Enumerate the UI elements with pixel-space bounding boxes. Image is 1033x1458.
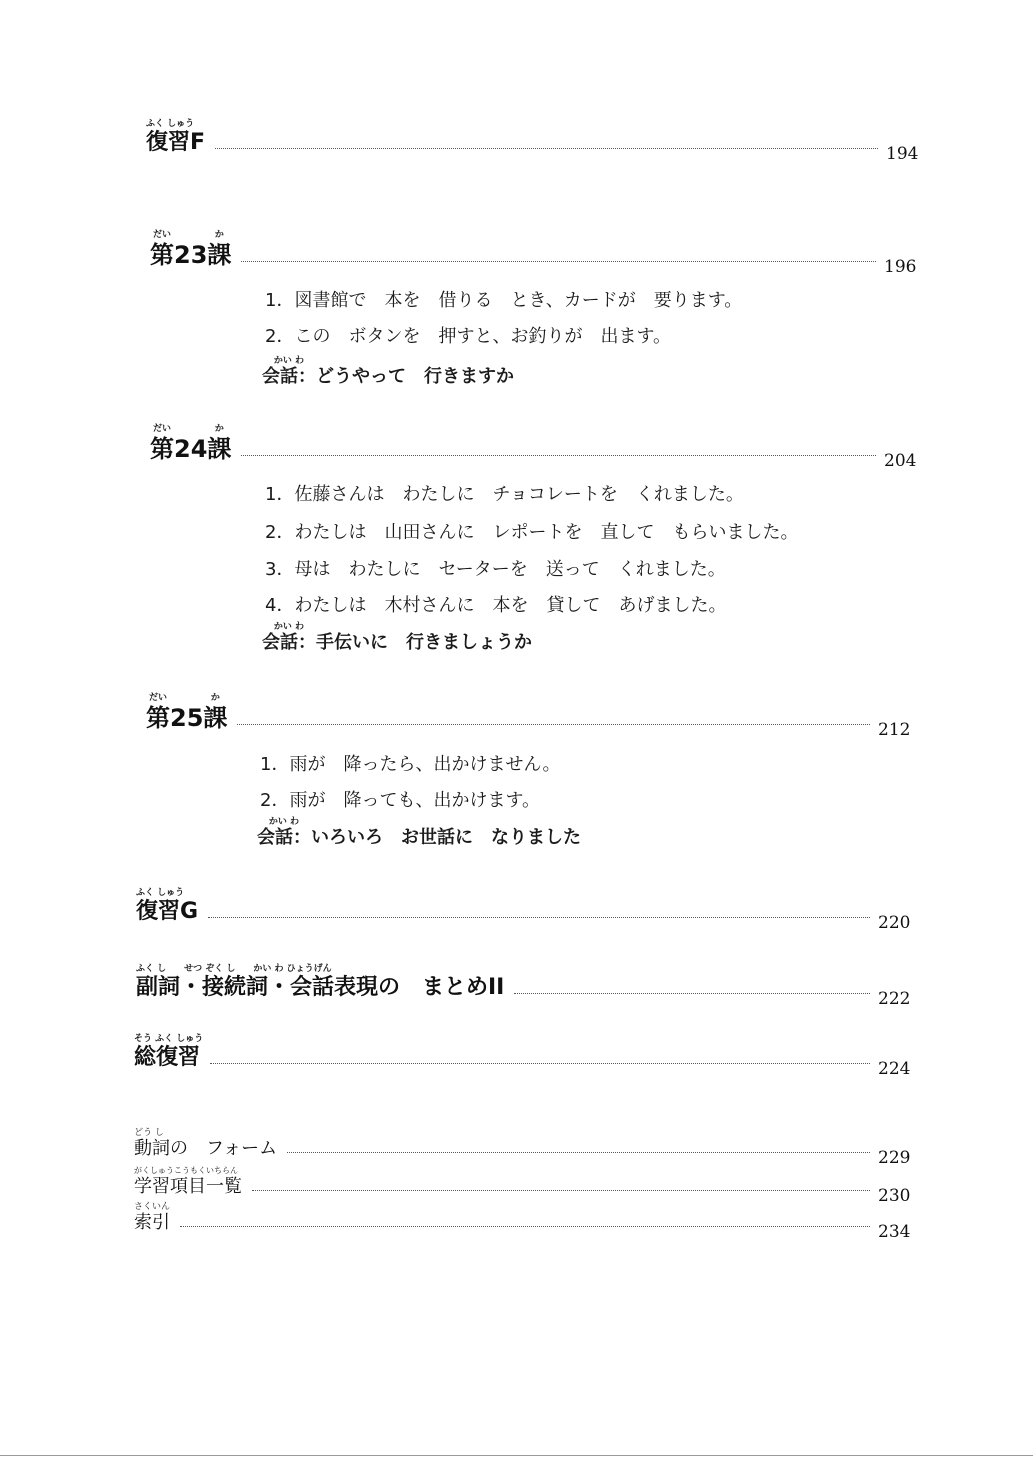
kaiwa-text: 手伝いに 行きましょうか	[316, 632, 532, 653]
lesson-23-kaiwa	[262, 356, 514, 387]
lesson-25-kaiwa	[257, 817, 581, 848]
page-number: 220	[878, 913, 911, 933]
page-number: 234	[878, 1222, 911, 1242]
entry-title-base: さくいん 索引	[134, 1202, 171, 1233]
kaiwa-text: どうやって 行きますか	[316, 366, 514, 387]
entry-title-suffix: F	[190, 130, 206, 155]
entry-title-base: ふく しゅう 復習	[136, 888, 185, 924]
page-number: 230	[878, 1186, 911, 1206]
lesson-suffix: か 課	[207, 424, 232, 463]
entry-title	[150, 424, 232, 463]
page-number: 204	[884, 451, 917, 471]
lesson-number: 23	[174, 241, 208, 269]
dot-leader	[241, 261, 876, 262]
lesson-suffix: か 課	[207, 230, 232, 269]
lesson-suffix: か 課	[203, 693, 228, 732]
toc-entry-doshi-form[interactable]	[134, 1128, 911, 1168]
toc-entry-lesson-24[interactable]	[150, 424, 917, 471]
entry-title-base: ふく しゅう 復習	[146, 119, 195, 155]
toc-entry-fukushu-f[interactable]	[146, 119, 919, 164]
ruby-text: そう ふく しゅう	[134, 1034, 204, 1044]
page-number: 229	[878, 1148, 911, 1168]
lesson-prefix: だい 第	[150, 230, 174, 269]
lesson-24-line-2: 2．わたしは 山田さんに レポートを 直して もらいました。	[265, 522, 799, 543]
toc-entry-sakuin[interactable]	[134, 1202, 911, 1242]
toc-entry-lesson-23[interactable]	[150, 230, 917, 277]
entry-title	[134, 1202, 171, 1233]
page-number: 212	[878, 720, 911, 740]
ruby-text: ふく しゅう	[146, 119, 195, 129]
lesson-25-line-2: 2．雨が 降っても、出かけます。	[260, 790, 541, 811]
dot-leader	[241, 455, 876, 456]
dot-leader	[287, 1152, 870, 1153]
entry-title-base: どう し 動詞の フォーム	[134, 1128, 278, 1159]
lesson-24-line-4: 4．わたしは 木村さんに 本を 貸して あげました。	[265, 595, 727, 616]
dot-leader	[210, 1063, 870, 1064]
page-number: 224	[878, 1059, 911, 1079]
kaiwa-label: かい わ 会話：	[262, 622, 316, 653]
entry-title	[134, 1034, 204, 1070]
toc-entry-sofukushu[interactable]	[134, 1034, 911, 1079]
page-number: 222	[878, 989, 911, 1009]
ruby-text: さくいん	[134, 1202, 171, 1212]
lesson-24-kaiwa	[262, 622, 532, 653]
ruby-text: ふく しゅう	[136, 888, 185, 898]
lesson-number: 24	[174, 435, 208, 463]
entry-title	[134, 1128, 278, 1159]
dot-leader	[514, 993, 870, 994]
lesson-23-line-2: 2．この ボタンを 押すと、お釣りが 出ます。	[265, 326, 672, 347]
toc-entry-fukushu-g[interactable]	[136, 888, 911, 933]
entry-title-base: ふく し せつ ぞく し かい わ ひょうげん 副詞・接続詞・会話表現の まとめII	[136, 964, 505, 1000]
lesson-24-line-1: 1．佐藤さんは わたしに チョコレートを くれました。	[265, 484, 744, 505]
lesson-23-line-1: 1．図書館で 本を 借りる とき、カードが 要ります。	[265, 290, 743, 311]
kaiwa-text: いろいろ お世話に なりました	[311, 827, 581, 848]
lesson-prefix: だい 第	[146, 693, 170, 732]
lesson-24-line-3: 3．母は わたしに セーターを 送って くれました。	[265, 559, 726, 580]
entry-title-suffix: G	[180, 899, 199, 924]
entry-title	[150, 230, 232, 269]
page-bottom-rule	[0, 1455, 1033, 1456]
lesson-number: 25	[170, 704, 204, 732]
toc-entry-gakushu-ichiran[interactable]	[134, 1166, 911, 1206]
lesson-prefix: だい 第	[150, 424, 174, 463]
page-number: 196	[884, 257, 917, 277]
page-number: 194	[886, 144, 919, 164]
toc-entry-matome[interactable]	[136, 964, 911, 1009]
kaiwa-label: かい わ 会話：	[257, 817, 311, 848]
entry-title-base: そう ふく しゅう 総復習	[134, 1034, 204, 1070]
dot-leader	[208, 917, 870, 918]
dot-leader	[215, 148, 878, 149]
entry-title-base: がくしゅうこうもくいちらん 学習項目一覧	[134, 1166, 242, 1197]
dot-leader	[237, 724, 870, 725]
ruby-text: ふく し せつ ぞく し かい わ ひょうげん	[136, 964, 332, 974]
dot-leader	[180, 1226, 870, 1227]
entry-title	[146, 119, 206, 155]
lesson-25-line-1: 1．雨が 降ったら、出かけません。	[260, 754, 561, 775]
toc-entry-lesson-25[interactable]	[146, 693, 911, 740]
ruby-text: がくしゅうこうもくいちらん	[134, 1166, 238, 1175]
kaiwa-label: かい わ 会話：	[262, 356, 316, 387]
dot-leader	[252, 1190, 870, 1191]
entry-title	[136, 888, 199, 924]
entry-title	[134, 1166, 242, 1197]
entry-title	[146, 693, 228, 732]
ruby-text: どう し	[134, 1128, 164, 1138]
entry-title	[136, 964, 505, 1000]
